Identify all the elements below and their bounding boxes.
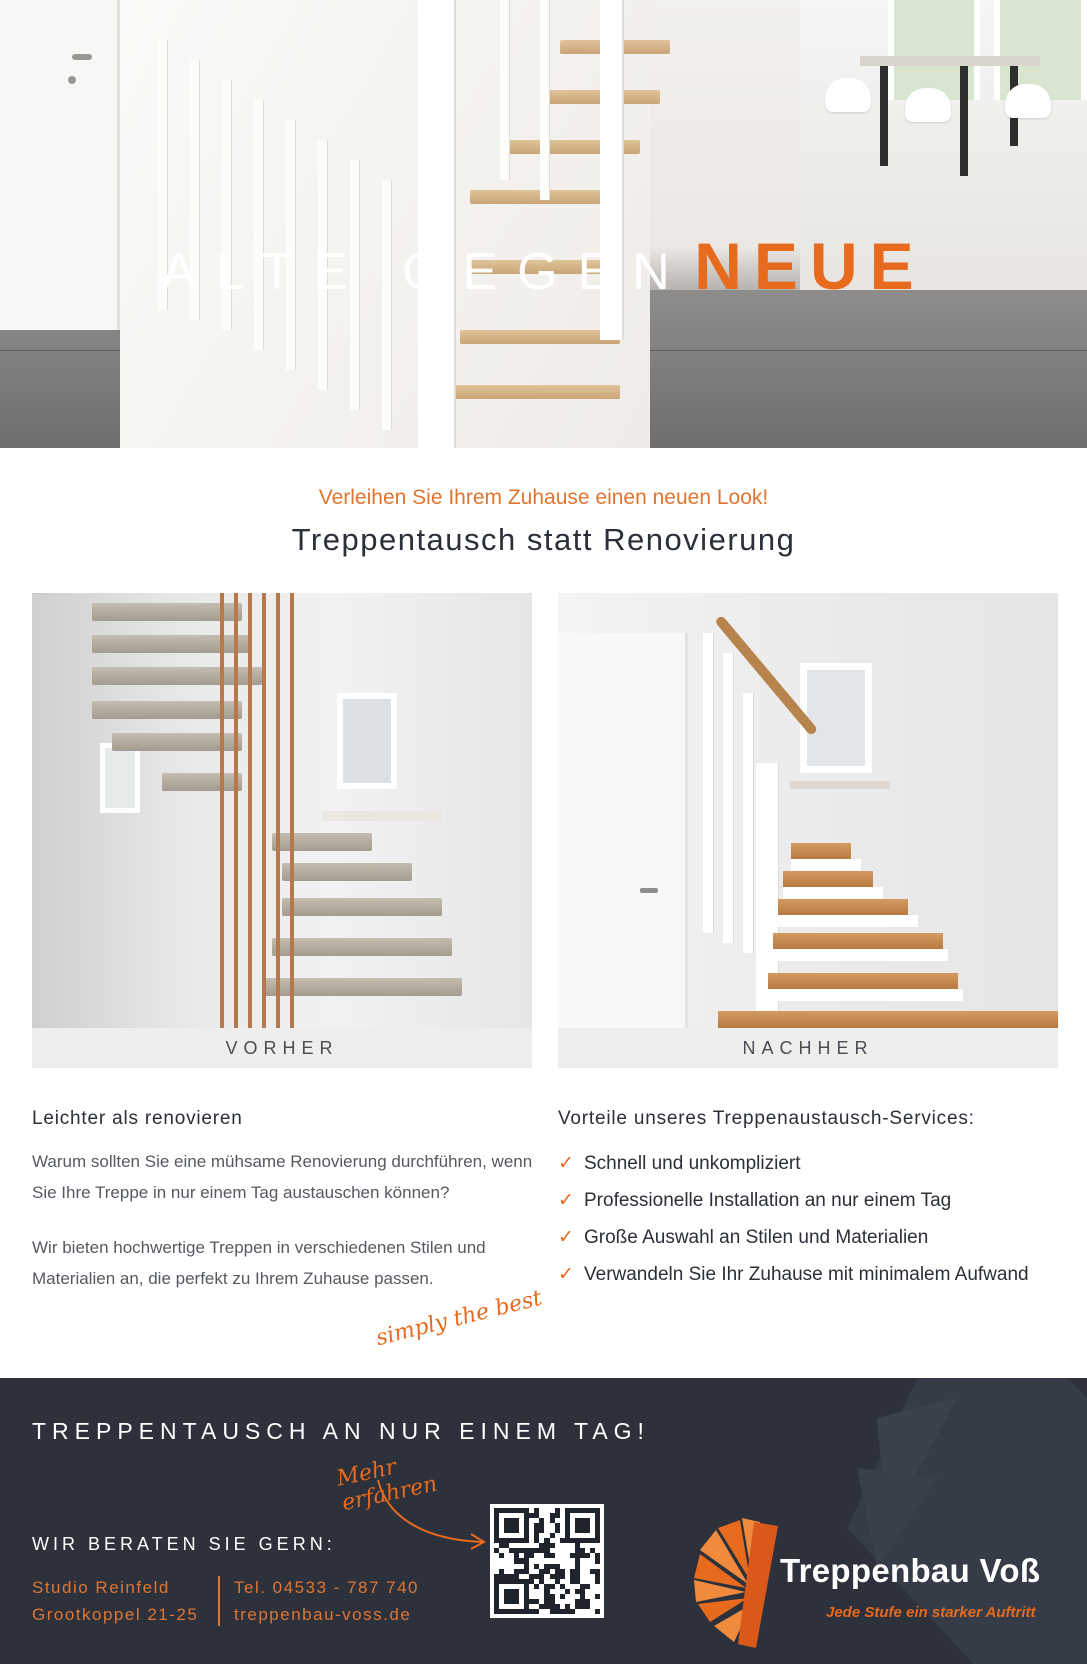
mehr-erfahren-note <box>334 1450 498 1530</box>
hero-spindle <box>540 0 549 200</box>
intro-title: Treppentausch statt Renovierung <box>291 522 796 557</box>
after-caption: NACHHER <box>558 1028 1058 1068</box>
white-riser <box>773 949 948 961</box>
door-handle <box>72 54 92 60</box>
white-riser <box>778 915 918 927</box>
benefit-item <box>558 1256 1087 1293</box>
white-riser <box>783 887 883 899</box>
white-spindle <box>723 653 733 943</box>
copper-rod <box>220 593 224 1028</box>
qr-code-pattern <box>494 1508 600 1614</box>
stone-tread <box>272 938 452 956</box>
hero-window <box>994 0 1087 100</box>
oak-tread <box>783 871 873 887</box>
stone-tread <box>272 833 372 851</box>
after-door <box>558 633 688 1028</box>
benefit-label: Schnell und unkompliziert <box>584 1153 801 1174</box>
benefit-label: Professionelle Installation an nur einem Tag <box>584 1190 952 1211</box>
hero-newel-post <box>418 0 454 448</box>
left-heading: Leichter als renovieren <box>32 1108 243 1129</box>
copper-rod <box>290 593 294 1028</box>
table-leg <box>960 66 968 176</box>
mehr-erfahren-text: Mehr erfahren <box>334 1454 440 1517</box>
benefit-item <box>558 1145 1087 1182</box>
after-window-sill <box>790 781 890 789</box>
hero-spindle <box>500 0 509 180</box>
copper-rod <box>276 593 280 1028</box>
contact-divider <box>218 1576 220 1626</box>
after-window <box>800 663 872 773</box>
hero-spindle <box>254 100 263 350</box>
hero-stair-step <box>450 385 620 399</box>
brand-slogan: Jede Stufe ein starker Auftritt <box>826 1604 1036 1621</box>
table-leg <box>880 66 888 166</box>
door-knob <box>68 76 76 84</box>
contact-block <box>234 1574 419 1628</box>
signature-script <box>373 1285 554 1356</box>
oak-tread <box>778 899 908 915</box>
white-riser <box>791 859 861 871</box>
white-spindle <box>743 693 753 953</box>
before-small-window <box>100 743 140 813</box>
before-caption: VORHER <box>32 1028 532 1068</box>
before-window <box>337 693 397 789</box>
address-block <box>32 1574 198 1628</box>
checkmark-icon: ✓ <box>558 1227 574 1248</box>
right-heading: Vorteile unseres Treppenaustausch-Services: <box>558 1108 975 1129</box>
checkmark-icon: ✓ <box>558 1153 574 1174</box>
after-photo <box>558 593 1058 1068</box>
benefit-label: Große Auswahl an Stilen und Materialien <box>584 1227 929 1248</box>
intro-subtitle: Verleihen Sie Ihrem Zuhause einen neuen Look! <box>318 486 769 509</box>
after-door-handle <box>640 888 658 893</box>
oak-tread <box>773 933 943 949</box>
qr-code[interactable] <box>490 1504 604 1618</box>
benefit-item <box>558 1219 1087 1256</box>
dining-chair <box>825 78 871 112</box>
beraten-heading: WIR BERATEN SIE GERN: <box>32 1534 336 1554</box>
stone-tread <box>92 635 252 653</box>
dining-chair <box>905 88 951 122</box>
benefit-item <box>558 1182 1087 1219</box>
white-spindle <box>703 633 713 933</box>
copper-rod <box>234 593 238 1028</box>
dining-table <box>860 56 1040 66</box>
stone-tread <box>282 898 442 916</box>
paragraph-2: Wir bieten hochwertige Treppen in verschiedenen Stilen und Materialien an, die perfekt zu Ihrem Zuhause passen. <box>32 1238 486 1288</box>
website-link[interactable]: treppenbau-voss.de <box>234 1605 412 1624</box>
copper-rod <box>248 593 252 1028</box>
before-window-sill <box>322 811 442 821</box>
after-scene <box>558 593 1058 1028</box>
hero-spindle <box>382 180 391 430</box>
before-photo <box>32 593 532 1068</box>
hero-stair-step <box>460 330 620 344</box>
signature-text: simply the best <box>373 1285 545 1352</box>
benefit-label: Verwandeln Sie Ihr Zuhause mit minimalem Aufwand <box>584 1264 1029 1285</box>
before-scene <box>32 593 532 1028</box>
arrow-icon <box>358 1470 498 1550</box>
oak-tread <box>791 843 851 859</box>
dining-chair <box>1005 84 1051 118</box>
footer <box>0 1378 1087 1664</box>
studio-name: Studio Reinfeld <box>32 1578 170 1597</box>
street-address: Grootkoppel 21-25 <box>32 1605 199 1624</box>
benefits-list <box>558 1145 1087 1293</box>
stone-tread <box>282 863 412 881</box>
paragraph-1: Warum sollten Sie eine mühsame Renovierung durchführen, wenn Sie Ihre Treppe in nur einem Tag austauschen können? <box>32 1152 533 1202</box>
oak-floor <box>718 1011 1058 1028</box>
treppenbau-logo-icon <box>694 1518 784 1648</box>
hero-banner <box>0 0 1087 448</box>
checkmark-icon: ✓ <box>558 1190 574 1211</box>
headline-bold: NEUE <box>694 229 926 303</box>
decorative-stair-shape <box>767 1378 1087 1664</box>
copper-rod <box>262 593 266 1028</box>
checkmark-icon: ✓ <box>558 1264 574 1285</box>
oak-tread <box>768 973 958 989</box>
hero-headline <box>0 228 1087 304</box>
footer-tagline: TREPPENTAUSCH AN NUR EINEM TAG! <box>32 1418 650 1444</box>
white-riser <box>768 989 963 1001</box>
headline-light: ALTE GEGEN <box>161 243 690 301</box>
brand-name: Treppenbau Voß <box>780 1552 1041 1589</box>
phone-link[interactable]: Tel. 04533 - 787 740 <box>234 1578 420 1597</box>
stone-tread <box>162 773 242 791</box>
